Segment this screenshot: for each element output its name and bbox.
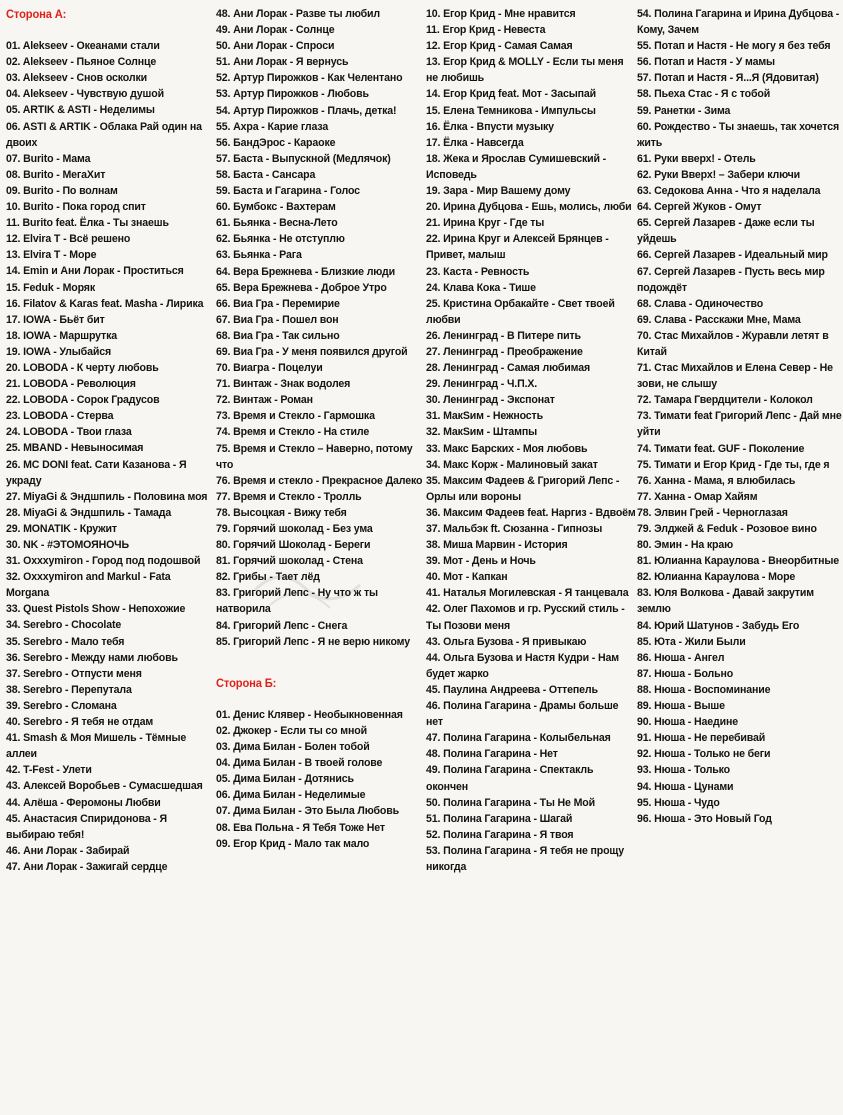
track-item: 85. Юта - Жили Были [637,635,746,648]
track-item: 52. Полина Гагарина - Я твоя [426,828,574,841]
side-a-list-col2 [216,6,426,650]
track-item: 57. Потап и Настя - Я...Я (Ядовитая) [637,72,819,85]
track-item: 42. Олег Пахомов и гр. Русский стиль - Ты Позови меня [426,603,625,632]
track-item: 66. Сергей Лазарев - Идеальный мир [637,249,828,262]
track-item: 76. Ханна - Мама, я влюбилась [637,474,796,487]
track-item: 09. Егор Крид - Мало так мало [216,837,370,850]
track-item: 38. Миша Марвин - История [426,539,568,552]
track-item: 29. MONATIK - Кружит [6,522,117,535]
track-item: 18. Жека и Ярослав Сумишевский - Исповедь [426,152,607,181]
track-item: 48. Полина Гагарина - Нет [426,748,558,761]
side-b-list-col3 [426,6,636,875]
track-item: 10. Егор Крид - Мне нравится [426,8,576,20]
track-item: 16. Filatov & Karas feat. Masha - Лирика [6,297,204,310]
track-item: 12. Elvira T - Всё решено [6,233,131,246]
track-item: 67. Виа Гра - Пошел вон [216,313,339,326]
track-item: 65. Вера Брежнева - Доброе Утро [216,281,387,294]
track-item: 64. Сергей Жуков - Омут [637,201,762,214]
track-item: 33. Макс Барских - Моя любовь [426,442,588,455]
track-item: 59. Баста и Гагарина - Голос [216,185,360,198]
track-item: 03. Дима Билан - Болен тобой [216,741,370,754]
track-item: 31. МакSим - Нежность [426,410,543,423]
track-item: 72. Винтаж - Роман [216,394,313,407]
track-item: 22. LOBODA - Сорок Градусов [6,394,160,407]
track-item: 35. Максим Фадеев & Григорий Лепс - Орлы или вороны [426,474,620,503]
track-item: 57. Баста - Выпускной (Медлячок) [216,152,391,165]
track-item: 51. Ани Лорак - Я вернусь [216,56,349,69]
track-item: 78. Высоцкая - Вижу тебя [216,506,347,519]
track-item: 39. Мот - День и Ночь [426,555,536,568]
track-item: 75. Время и Стекло – Наверно, потому что [216,442,413,471]
track-item: 23. LOBODA - Стерва [6,410,114,423]
track-item: 08. Ева Польна - Я Тебя Тоже Нет [216,821,385,834]
track-item: 53. Артур Пирожков - Любовь [216,88,369,101]
track-item: 27. Ленинград - Преображение [426,345,583,358]
track-item: 20. Ирина Дубцова - Ешь, молись, люби [426,201,632,214]
track-item: 69. Виа Гра - У меня появился другой [216,345,408,358]
track-item: 60. Рождество - Ты знаешь, так хочется жить [637,120,840,149]
track-item: 30. Ленинград - Экспонат [426,394,555,407]
track-item: 30. NK - #ЭТОМОЯНОЧЬ [6,539,129,551]
track-item: 29. Ленинград - Ч.П.Х. [426,378,538,391]
track-item: 23. Каста - Ревность [426,265,530,278]
track-item: 58. Баста - Сансара [216,168,316,181]
track-item: 19. IOWA - Улыбайся [6,345,112,358]
track-item: 34. Serebro - Chocolate [6,619,122,632]
track-item: 93. Нюша - Только [637,764,731,777]
track-item: 35. Serebro - Мало тебя [6,635,125,648]
column-4 [637,6,843,827]
track-item: 01. Alekseev - Океанами стали [6,40,160,53]
track-item: 82. Юлианна Караулова - Море [637,571,796,584]
track-item: 50. Ани Лорак - Спроси [216,40,335,53]
track-item: 11. Burito feat. Ёлка - Ты знаешь [6,217,169,230]
track-item: 61. Руки вверх! - Отель [637,152,756,165]
track-item: 77. Ханна - Омар Хайям [637,490,758,503]
track-item: 56. Потап и Настя - У мамы [637,56,775,69]
track-item: 43. Ольга Бузова - Я привыкаю [426,635,587,648]
track-item: 18. IOWA - Маршрутка [6,329,118,342]
track-item: 02. Alekseev - Пьяное Солнце [6,56,157,69]
track-item: 80. Горячий Шоколад - Береги [216,539,371,552]
track-item: 06. ASTI & ARTIK - Облака Рай один на двоих [6,120,202,149]
track-item: 28. MiyaGi & Эндшпиль - Тамада [6,506,172,519]
track-item: 39. Serebro - Сломана [6,699,117,712]
track-item: 16. Ёлка - Впусти музыку [426,120,554,133]
track-item: 59. Ранетки - Зима [637,104,731,117]
track-item: 21. Ирина Круг - Где ты [426,217,545,230]
track-item: 44. Алёша - Феромоны Любви [6,796,161,809]
track-item: 61. Бьянка - Весна-Лето [216,217,338,230]
track-item: 33. Quest Pistols Show - Непохожие [6,603,186,616]
track-item: 76. Время и стекло - Прекрасное Далеко [216,474,423,487]
track-item: 04. Дима Билан - В твоей голове [216,757,383,770]
track-item: 84. Юрий Шатунов - Забудь Его [637,619,800,632]
track-item: 45. Паулина Андреева - Оттепель [426,683,598,696]
track-item: 81. Горячий шоколад - Стена [216,555,363,568]
track-item: 28. Ленинград - Самая любимая [426,362,591,375]
track-item: 12. Егор Крид - Самая Самая [426,40,573,53]
track-item: 08. Burito - МегаХит [6,168,106,181]
track-item: 07. Burito - Мама [6,152,91,165]
track-item: 62. Руки Вверх! – Забери ключи [637,168,800,181]
track-item: 15. Елена Темникова - Импульсы [426,104,596,117]
track-item: 22. Ирина Круг и Алексей Брянцев - Привет, малыш [426,233,609,262]
track-item: 49. Полина Гагарина - Спектакль окончен [426,764,594,793]
track-item: 41. Smash & Моя Мишель - Тёмные аллеи [6,732,187,761]
track-item: 96. Нюша - Это Новый Год [637,812,772,825]
track-item: 26. Ленинград - В Питере пить [426,329,581,342]
track-item: 71. Стас Михайлов и Елена Север - Не зови, не слышу [637,362,833,391]
track-item: 63. Седокова Анна - Что я наделала [637,185,821,198]
track-item: 66. Виа Гра - Перемирие [216,297,340,310]
track-item: 83. Григорий Лепс - Ну что ж ты натворила [216,587,378,616]
track-item: 75. Тимати и Егор Крид - Где ты, где я [637,458,830,471]
track-item: 40. Serebro - Я тебя не отдам [6,716,154,729]
track-item: 67. Сергей Лазарев - Пусть весь мир подождёт [637,265,825,294]
track-item: 09. Burito - По волнам [6,184,118,197]
track-item: 55. Ахра - Карие глаза [216,120,329,133]
track-item: 24. Клава Кока - Тише [426,281,536,294]
track-item: 41. Наталья Могилевская - Я танцевала [426,587,629,600]
track-item: 07. Дима Билан - Это Была Любовь [216,805,399,818]
track-item: 54. Артур Пирожков - Плачь, детка! [216,104,397,117]
track-item: 37. Serebro - Отпусти меня [6,667,142,680]
track-item: 80. Эмин - На краю [637,539,734,552]
track-item: 77. Время и Стекло - Тролль [216,490,362,503]
track-item: 71. Винтаж - Знак водолея [216,378,351,391]
column-2 [216,6,426,852]
track-item: 68. Слава - Одиночество [637,297,764,310]
track-item: 95. Нюша - Чудо [637,796,720,809]
track-item: 65. Сергей Лазарев - Даже если ты уйдешь [637,217,815,246]
track-item: 47. Полина Гагарина - Колыбельная [426,732,611,745]
track-item: 45. Анастасия Спиридонова - Я выбираю тебя! [6,812,167,841]
track-item: 85. Григорий Лепс - Я не верю никому [216,635,410,648]
track-item: 04. Alekseev - Чувствую душой [6,88,164,101]
track-item: 02. Джокер - Если ты со мной [216,724,367,737]
track-item: 73. Тимати feat Григорий Лепс - Дай мне уйти [637,410,842,439]
track-item: 54. Полина Гагарина и Ирина Дубцова - Кому, Зачем [637,8,840,37]
track-item: 06. Дима Билан - Неделимые [216,789,366,802]
column-3 [426,6,636,875]
track-item: 38. Serebro - Перепутала [6,683,132,696]
track-item: 89. Нюша - Выше [637,700,725,713]
side-a-list-col1 [6,38,216,875]
track-item: 31. Oxxxymiron - Город под подошвой [6,555,201,568]
track-item: 32. Oxxxymiron and Markul - Fata Morgana [6,571,171,600]
track-item: 64. Вера Брежнева - Близкие люди [216,265,396,278]
track-item: 62. Бьянка - Не отступлю [216,233,345,246]
track-item: 83. Юля Волкова - Давай закрутим землю [637,587,814,616]
track-item: 72. Тамара Гвердцители - Колокол [637,394,813,407]
track-item: 87. Нюша - Больно [637,667,734,680]
track-item: 53. Полина Гагарина - Я тебя не прощу никогда [426,844,624,873]
track-item: 47. Ани Лорак - Зажигай сердце [6,860,168,873]
track-item: 01. Денис Клявер - Необыкновенная [216,708,403,721]
track-item: 74. Время и Стекло - На стиле [216,426,370,439]
track-item: 88. Нюша - Воспоминание [637,683,771,696]
track-item: 91. Нюша - Не перебивай [637,732,766,745]
track-item: 70. Стас Михайлов - Журавли летят в Китай [637,329,829,358]
track-item: 05. Дима Билан - Дотянись [216,773,354,786]
track-item: 46. Ани Лорак - Забирай [6,844,130,857]
track-item: 78. Элвин Грей - Черноглазая [637,506,788,519]
track-item: 17. Ёлка - Навсегда [426,136,524,149]
track-item: 40. Мот - Капкан [426,571,508,584]
track-item: 44. Ольга Бузова и Настя Кудри - Нам будет жарко [426,651,619,680]
track-item: 25. MBAND - Невыносимая [6,442,144,455]
track-item: 69. Слава - Расскажи Мне, Мама [637,313,801,326]
track-item: 79. Элджей & Feduk - Розовое вино [637,523,817,535]
track-item: 14. Emin и Ани Лорак - Проститься [6,265,184,278]
track-item: 20. LOBODA - К черту любовь [6,361,159,374]
side-b-list-col2 [216,707,426,852]
track-item: 58. Пьеха Стас - Я с тобой [637,88,771,101]
column-1 [6,6,216,875]
track-item: 36. Максим Фадеев feat. Наргиз - Вдвоём [426,506,636,519]
track-item: 34. Макс Корж - Малиновый закат [426,458,598,471]
track-item: 94. Нюша - Цунами [637,780,734,793]
track-item: 90. Нюша - Наедине [637,716,738,729]
track-item: 74. Тимати feat. GUF - Поколение [637,442,805,455]
faint-scribble-mark [250,560,370,620]
side-b-title: Сторона Б: [216,675,277,690]
track-item: 36. Serebro - Между нами любовь [6,651,178,664]
track-item: 24. LOBODA - Твои глаза [6,426,132,439]
track-item: 14. Егор Крид feat. Мот - Засыпай [426,88,597,101]
track-item: 46. Полина Гагарина - Драмы больше нет [426,700,619,729]
side-b-list-col4 [637,6,843,827]
track-item: 19. Зара - Мир Вашему дому [426,185,571,198]
track-item: 26. MC DONI feat. Сати Казанова - Я украду [6,458,187,487]
track-item: 49. Ани Лорак - Солнце [216,24,335,37]
track-item: 52. Артур Пирожков - Как Челентано [216,72,403,85]
track-item: 05. ARTIK & ASTI - Неделимы [6,104,155,117]
track-item: 86. Нюша - Ангел [637,651,725,664]
track-item: 10. Burito - Пока город спит [6,201,146,214]
track-item: 03. Alekseev - Снов осколки [6,72,147,85]
track-item: 25. Кристина Орбакайте - Свет твоей любви [426,297,615,326]
track-item: 68. Виа Гра - Так сильно [216,329,340,342]
track-item: 73. Время и Стекло - Гармошка [216,410,375,423]
track-item: 13. Егор Крид & MOLLY - Если ты меня не любишь [426,56,624,85]
track-item: 56. БандЭрос - Караоке [216,136,336,149]
track-item: 11. Егор Крид - Невеста [426,24,546,37]
track-item: 92. Нюша - Только не беги [637,748,771,761]
track-item: 17. IOWA - Бьёт бит [6,313,105,326]
track-item: 37. Мальбэк ft. Сюзанна - Гипнозы [426,523,603,535]
track-item: 63. Бьянка - Рага [216,249,302,262]
track-item: 50. Полина Гагарина - Ты Не Мой [426,796,596,809]
track-item: 70. Виагра - Поцелуи [216,362,323,375]
track-item: 51. Полина Гагарина - Шагай [426,812,573,825]
track-item: 84. Григорий Лепс - Снега [216,619,348,632]
track-item: 13. Elvira T - Море [6,249,97,262]
track-item: 79. Горячий шоколад - Без ума [216,523,373,535]
track-item: 42. T-Fest - Улети [6,764,92,777]
track-item: 81. Юлианна Караулова - Внеорбитные [637,555,840,568]
track-item: 55. Потап и Настя - Не могу я без тебя [637,40,831,53]
track-item: 82. Грибы - Тает лёд [216,571,320,584]
track-item: 32. МакSим - Штампы [426,426,538,439]
track-item: 15. Feduk - Моряк [6,281,96,294]
track-item: 60. Бумбокс - Вахтерам [216,201,336,214]
track-item: 48. Ани Лорак - Разве ты любил [216,8,380,20]
track-item: 27. MiyaGi & Эндшпиль - Половина моя [6,490,208,503]
side-a-title: Сторона А: [6,7,67,21]
track-item: 43. Алексей Воробьев - Сумасшедшая [6,780,203,793]
track-item: 21. LOBODA - Революция [6,378,136,391]
